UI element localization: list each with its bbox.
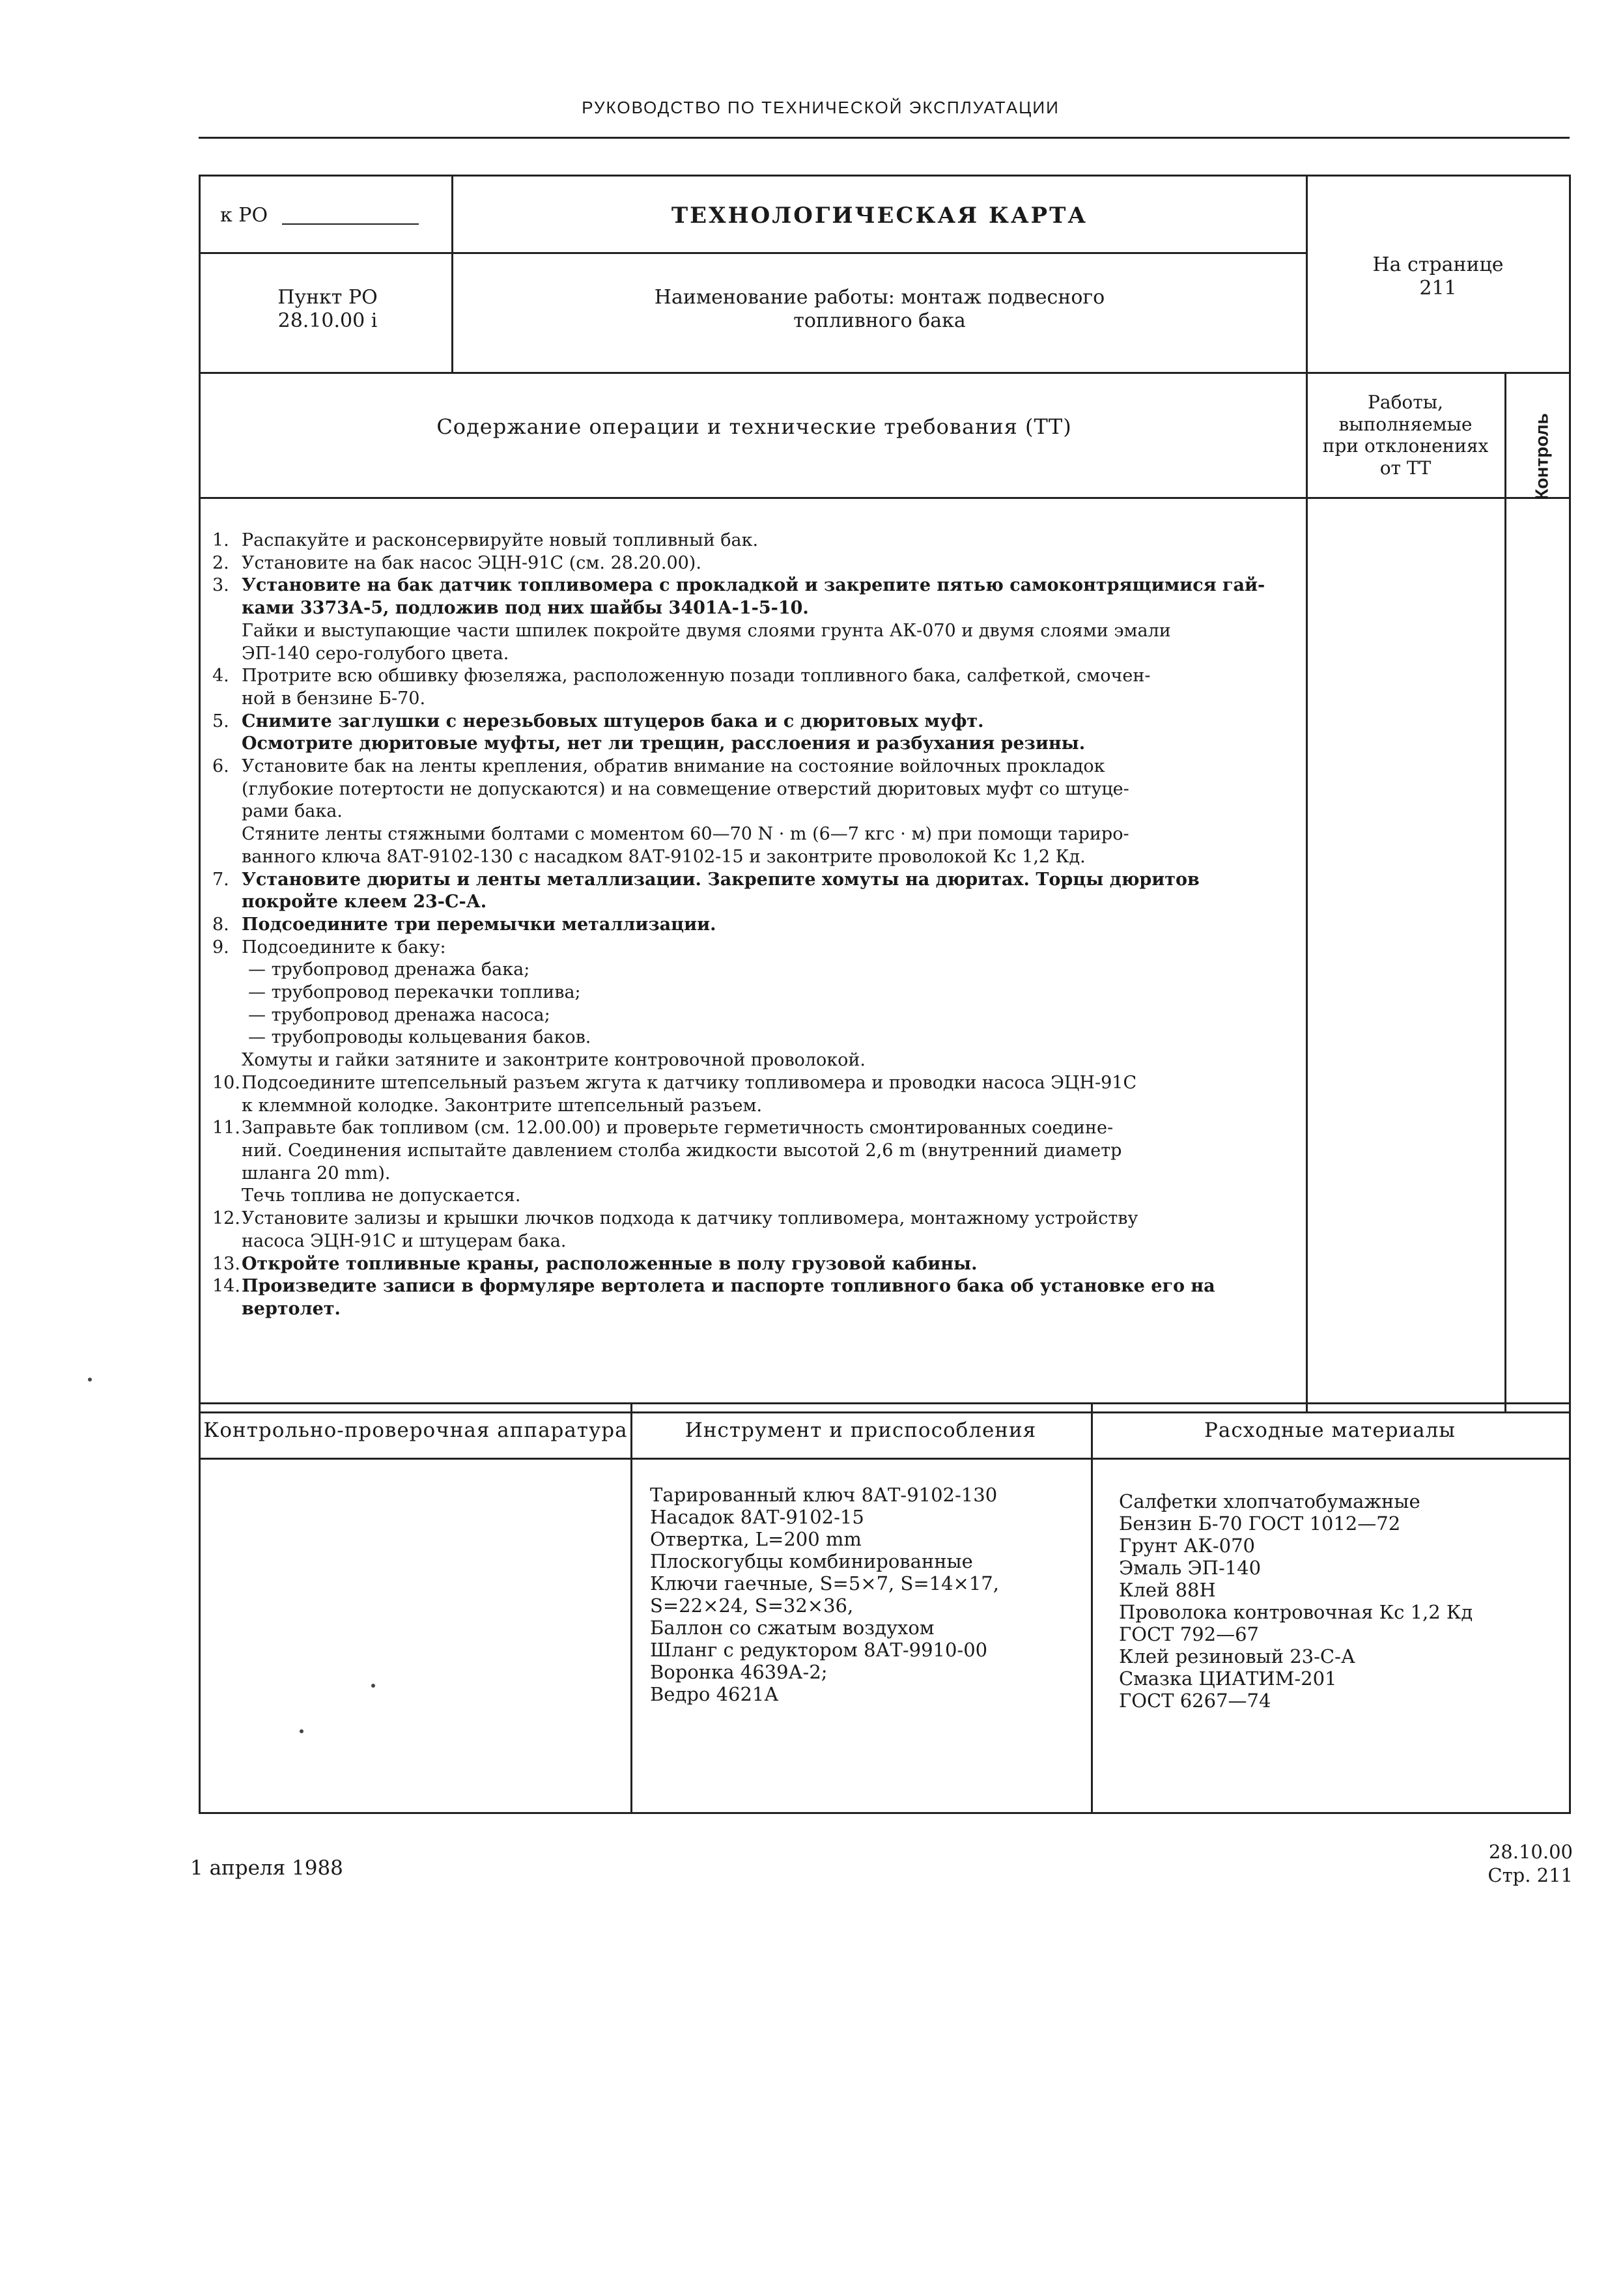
materials-list: [1119, 1490, 1473, 1712]
step-line: ванного ключа 8АТ-9102-130 с насадком 8АТ-9102-15 и законтрите проволокой Кс 1,2 Кд.: [242, 846, 1086, 867]
material-item: Клей 88Н: [1119, 1579, 1216, 1601]
step-text: [242, 1072, 1297, 1117]
step-number: 14.: [212, 1276, 240, 1297]
step-line: Снимите заглушки с нерезьбовых штуцеров бака и с дюритовых муфт.: [242, 711, 984, 731]
step-text: [242, 1117, 1297, 1208]
step-sub-item: — трубопровод дренажа бака;: [248, 959, 530, 980]
tool-item: Шланг с редуктором 8АТ-9910-00: [650, 1639, 988, 1661]
step-line: насоса ЭЦН-91С и штуцерам бака.: [242, 1230, 567, 1251]
step-text: [242, 1253, 1297, 1276]
step-sub-item: — трубопроводы кольцевания баков.: [248, 1027, 591, 1048]
tools-list: [650, 1484, 999, 1705]
step-item: [212, 937, 1297, 1072]
ref-blank-line: [282, 223, 419, 225]
step-line: (глубокие потертости не допускаются) и на совмещение отверстий дюритовых муфт со штуце-: [242, 778, 1129, 799]
deviation-header-line: Работы,: [1368, 391, 1443, 413]
step-number: 5.: [212, 711, 229, 731]
scan-speck: [371, 1684, 375, 1688]
operation-steps: [212, 530, 1297, 1321]
tool-item: Отвертка, L=200 mm: [650, 1528, 862, 1550]
step-number: 1.: [212, 530, 229, 550]
material-item: ГОСТ 792—67: [1119, 1623, 1259, 1645]
deviation-header-line: при отклонениях: [1322, 435, 1489, 457]
step-item: [212, 1208, 1297, 1253]
material-item: Салфетки хлопчатобумажные: [1119, 1490, 1420, 1512]
tool-item: Плоскогубцы комбинированные: [650, 1550, 973, 1572]
divider: [1504, 372, 1506, 1411]
step-line: Подсоедините к баку:: [242, 937, 446, 957]
step-line: Хомуты и гайки затяните и законтрите контровочной проволокой.: [242, 1050, 866, 1071]
technological-card: [199, 175, 1571, 1413]
deviation-header-line: от ТТ: [1379, 457, 1432, 479]
step-number: 10.: [212, 1072, 240, 1093]
step-sub-item: — трубопровод дренажа насоса;: [248, 1004, 550, 1025]
control-header: [1529, 404, 1555, 509]
divider: [201, 252, 1306, 254]
material-item: Грунт АК-070: [1119, 1535, 1255, 1557]
divider: [201, 372, 1569, 374]
tool-item: Воронка 4639А-2;: [650, 1661, 828, 1683]
step-item: [212, 1253, 1297, 1276]
item-number: 28.10.00 i: [277, 309, 378, 332]
step-line: Подсоедините штепсельный разъем жгута к датчику топливомера и проводки насоса ЭЦН-91С: [242, 1072, 1137, 1093]
step-line: ками 3373А-5, подложив под них шайбы 3401А-1-5-10.: [242, 598, 809, 619]
step-number: 8.: [212, 914, 229, 935]
step-item: [212, 914, 1297, 937]
divider: [451, 177, 453, 372]
item-ref: [201, 286, 455, 333]
step-line: Установите зализы и крышки лючков подхода к датчику топливомера, монтажному устройству: [242, 1208, 1138, 1229]
step-line: к клеммной колодке. Законтрите штепсельный разъем.: [242, 1095, 763, 1116]
work-name-line: Наименование работы: монтаж подвесного: [654, 286, 1105, 309]
step-line: Произведите записи в формуляре вертолета и паспорте топливного бака об установке его на: [242, 1276, 1215, 1297]
contents-header: Содержание операции и технические требования (ТТ): [436, 414, 1072, 439]
step-text: [242, 756, 1297, 869]
step-text: [242, 552, 1297, 575]
step-line: Стяните ленты стяжными болтами с моментом 60—70 N · m (6—7 кгс · м) при помощи тариро-: [242, 824, 1129, 845]
col-header-equipment: Контрольно-проверочная аппаратура: [203, 1419, 628, 1442]
step-number: 4.: [212, 666, 229, 687]
footer-date: 1 апреля 1988: [190, 1856, 343, 1880]
step-line: ний. Соединения испытайте давлением столба жидкости высотой 2,6 m (внутренний диаметр: [242, 1140, 1122, 1161]
step-line: Протрите всю обшивку фюзеляжа, расположенную позади топливного бака, салфеткой, смочен-: [242, 666, 1151, 687]
divider: [201, 1458, 1569, 1460]
step-line: Распакуйте и расконсервируйте новый топливный бак.: [242, 530, 759, 550]
step-sub-item: — трубопровод перекачки топлива;: [248, 982, 581, 1003]
step-number: 11.: [212, 1118, 240, 1139]
divider: [201, 497, 1569, 499]
divider: [1091, 1404, 1093, 1812]
card-title: ТЕХНОЛОГИЧЕСКАЯ КАРТА: [671, 203, 1088, 229]
deviation-header: [1308, 391, 1503, 479]
step-line: Гайки и выступающие части шпилек покройте двумя слоями грунта АК-070 и двумя слоями эмали: [242, 620, 1171, 641]
step-item: [212, 1072, 1297, 1117]
work-name-line: топливного бака: [793, 309, 966, 332]
material-item: Клей резиновый 23-С-А: [1119, 1645, 1355, 1667]
step-item: [212, 1275, 1297, 1320]
step-number: 6.: [212, 756, 229, 777]
step-text: [242, 869, 1297, 914]
material-item: Эмаль ЭП-140: [1119, 1557, 1262, 1579]
on-page: [1308, 253, 1568, 300]
step-line: ЭП-140 серо-голубого цвета.: [242, 643, 509, 664]
step-line: Установите на бак насос ЭЦН-91С (см. 28.20.00).: [242, 552, 701, 573]
material-item: Смазка ЦИАТИМ-201: [1119, 1667, 1337, 1690]
step-number: 12.: [212, 1208, 240, 1229]
tool-item: Насадок 8АТ-9102-15: [650, 1506, 864, 1528]
col-header-materials: Расходные материалы: [1204, 1419, 1456, 1442]
step-text: [242, 665, 1297, 710]
ref-label: к РО: [220, 204, 268, 227]
header-rule: [199, 137, 1570, 139]
resources-table: [199, 1402, 1571, 1814]
divider: [630, 1404, 632, 1812]
step-item: [212, 711, 1297, 756]
scan-speck: [88, 1378, 92, 1382]
footer-page: Стр. 211: [1488, 1864, 1573, 1887]
step-number: 7.: [212, 869, 229, 890]
tool-item: Тарированный ключ 8АТ-9102-130: [650, 1484, 998, 1506]
step-line: Осмотрите дюритовые муфты, нет ли трещин, расслоения и разбухания резины.: [242, 733, 1086, 754]
step-line: Установите на бак датчик топливомера с прокладкой и закрепите пятью самоконтрящимися гай-: [242, 575, 1265, 596]
material-item: Бензин Б-70 ГОСТ 1012—72: [1119, 1512, 1401, 1535]
step-item: [212, 574, 1297, 665]
step-line: Заправьте бак топливом (см. 12.00.00) и проверьте герметичность смонтированных соедине-: [242, 1118, 1114, 1139]
footer-ref: [1446, 1840, 1573, 1888]
work-name: [455, 286, 1305, 333]
running-head: РУКОВОДСТВО ПО ТЕХНИЧЕСКОЙ ЭКСПЛУАТАЦИИ: [582, 98, 1060, 117]
step-line: Установите дюриты и ленты металлизации. Закрепите хомуты на дюритах. Торцы дюритов: [242, 869, 1200, 890]
control-header-label: Контроль: [1532, 413, 1553, 500]
step-line: Откройте топливные краны, расположенные в полу грузовой кабины.: [242, 1253, 978, 1274]
step-item: [212, 665, 1297, 710]
step-line: покройте клеем 23-С-А.: [242, 892, 487, 913]
tool-item: Баллон со сжатым воздухом: [650, 1617, 935, 1639]
step-text: [242, 574, 1297, 665]
deviation-header-line: выполняемые: [1338, 413, 1473, 435]
step-item: [212, 1117, 1297, 1208]
step-item: [212, 552, 1297, 575]
footer-section: 28.10.00: [1488, 1841, 1573, 1863]
step-line: шланга 20 mm).: [242, 1163, 391, 1183]
step-line: Течь топлива не допускается.: [242, 1185, 521, 1206]
step-line: ной в бензине Б-70.: [242, 688, 426, 709]
step-text: [242, 937, 1297, 1072]
step-number: 13.: [212, 1253, 240, 1274]
tool-item: Ведро 4621А: [650, 1683, 779, 1705]
step-text: [242, 530, 1297, 552]
step-text: [242, 1208, 1297, 1253]
step-text: [242, 914, 1297, 937]
step-text: [242, 1275, 1297, 1320]
material-item: Проволока контровочная Кс 1,2 Кд: [1119, 1601, 1473, 1623]
item-label: Пункт РО: [277, 286, 378, 309]
col-header-tools: Инструмент и приспособления: [684, 1419, 1037, 1442]
step-number: 3.: [212, 575, 229, 596]
step-item: [212, 756, 1297, 869]
material-item: ГОСТ 6267—74: [1119, 1690, 1271, 1712]
step-item: [212, 869, 1297, 914]
step-text: [242, 711, 1297, 756]
on-page-number: 211: [1419, 277, 1457, 300]
step-line: рами бака.: [242, 801, 343, 822]
step-line: Подсоедините три перемычки металлизации.: [242, 914, 716, 935]
tool-item: Ключи гаечные, S=5×7, S=14×17,: [650, 1572, 999, 1594]
step-item: [212, 530, 1297, 552]
step-line: Установите бак на ленты крепления, обратив внимание на состояние войлочных прокладок: [242, 756, 1105, 777]
step-number: 9.: [212, 937, 229, 957]
step-line: вертолет.: [242, 1298, 341, 1319]
scan-speck: [300, 1729, 303, 1733]
step-number: 2.: [212, 552, 229, 573]
divider: [1306, 177, 1308, 1411]
tool-item: S=22×24, S=32×36,: [650, 1594, 854, 1617]
on-page-label: На странице: [1372, 253, 1504, 276]
